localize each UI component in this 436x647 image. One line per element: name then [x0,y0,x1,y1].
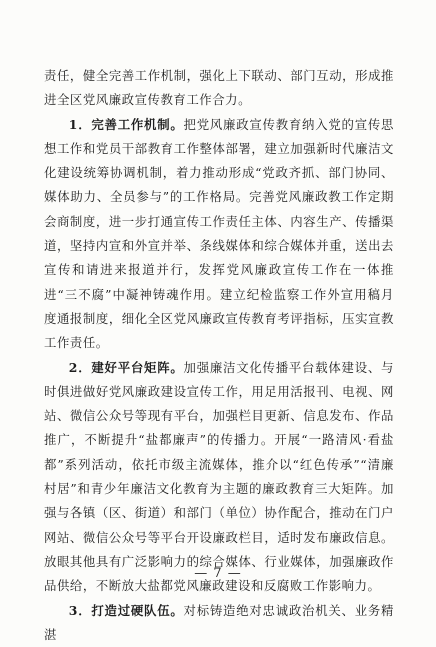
page-number: — 7 — [194,566,242,581]
paragraph-continuation [44,64,394,113]
paragraph-text: 加强廉洁文化传播平台载体建设、与时俱进做好党风廉政建设宣传工作，用足用活报刊、电视、网站、微信公众号等现有平台，加强栏目更新、信息发布、作品推广，不断提升“盐都廉声”的传播力。开展“一路清风·看盐都”系列活动，依托市级主流媒体，推介以“红色传承”“清廉村居”和青少年廉洁文化教育为主题的廉政教育三大矩阵。加强与各镇（区、街道）和部门（单位）协作配合，推动在门户网站、微信公众号等平台开设廉政栏目，适时发布廉政信息。放眼其他具有广泛影响力的综合媒体、行业媒体，加强廉政作品供给，不断放大盐都党风廉政建设和反腐败工作影响力。 [44,359,394,594]
section-heading: 1．完善工作机制。 [68,116,184,132]
paragraph-text: 对标铸造绝对忠诚政治机关、业务精湛 [44,602,394,642]
body-text [44,64,394,647]
paragraph-text: 责任，健全完善工作机制，强化上下联动、部门互动，形成推进全区党风廉政宣传教育工作合力。 [44,68,394,108]
paragraph-work-mechanism [44,113,394,356]
section-heading: 3．打造过硬队伍。 [68,602,184,618]
paragraph-team-building [44,599,394,647]
section-heading: 2．建好平台矩阵。 [68,359,184,375]
paragraph-platform-matrix [44,356,394,599]
paragraph-text: 把党风廉政宣传教育纳入党的宣传思想工作和党员干部教育工作整体部署，建立加强新时代廉洁文化建设统筹协调机制，着力推动形成“党政齐抓、部门协同、媒体助力、全员参与”的工作格局。完善党风廉政教工作定期会商制度，进一步打通宣传工作责任主体、内容生产、传播渠道，坚持内宣和外宣并举、条线媒体和综合媒体并重，送出去宣传和请进来报道并行，发挥党风廉政宣传工作在一体推进“三不腐”中凝神铸魂作用。建立纪检监察工作外宣用稿月度通报制度，细化全区党风廉政宣传教育考评指标，压实宣教工作责任。 [44,116,394,351]
